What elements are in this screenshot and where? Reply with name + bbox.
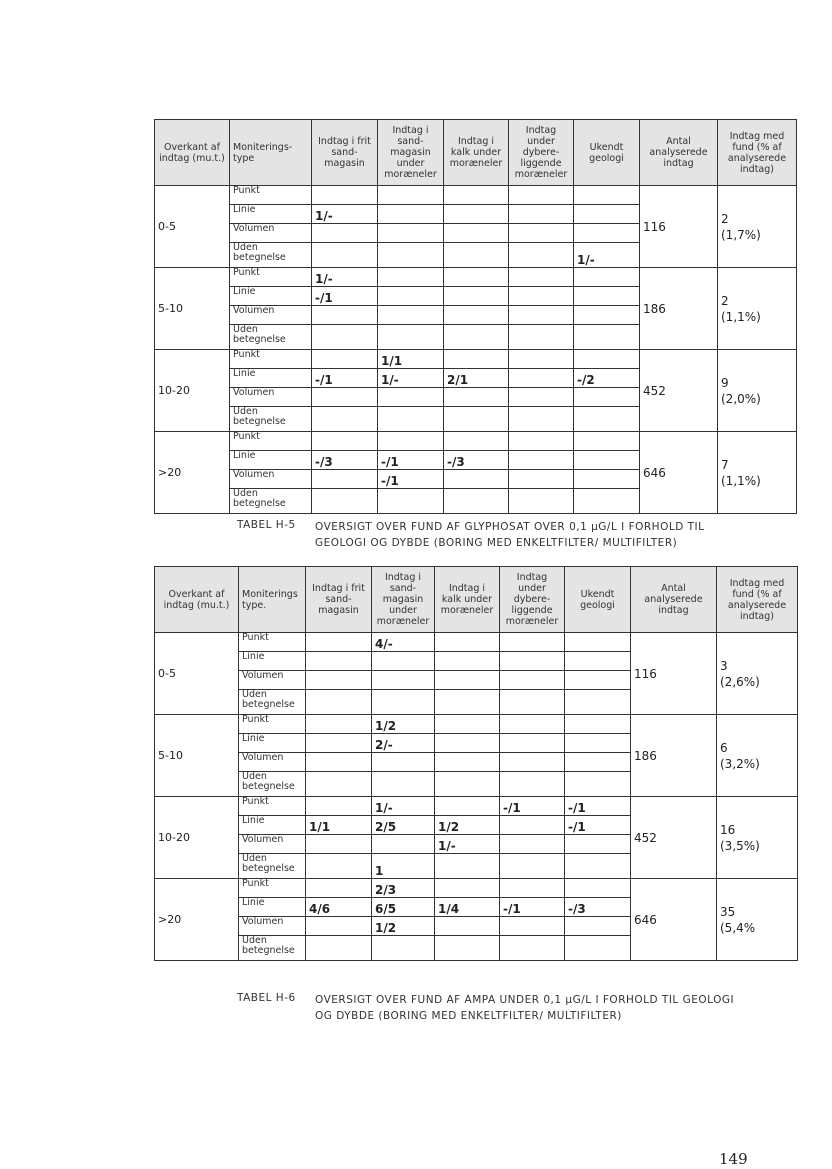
monitoring-type-cell: Volumen [230, 388, 312, 407]
finding-cell [509, 407, 574, 432]
finding-cell [306, 854, 372, 879]
analysed-count-cell: 116 [640, 186, 718, 268]
glyphosate-table [154, 119, 797, 514]
finding-cell [565, 854, 631, 879]
finding-cell: -/1 [500, 898, 565, 917]
monitoring-type-cell: Uden betegnelse [239, 772, 306, 797]
monitoring-type-cell: Volumen [230, 470, 312, 489]
finding-cell [372, 753, 435, 772]
depth-cell: >20 [155, 432, 230, 514]
finding-cell [574, 407, 640, 432]
finding-cell [574, 186, 640, 205]
column-header: Moniterings type. [239, 567, 306, 633]
finding-cell [378, 186, 444, 205]
monitoring-type-cell: Volumen [239, 835, 306, 854]
column-header: Overkant af indtag (mu.t.) [155, 567, 239, 633]
finding-cell [509, 451, 574, 470]
finding-cell [444, 489, 509, 514]
finding-cell [574, 224, 640, 243]
analysed-count-cell: 646 [640, 432, 718, 514]
finding-cell: -/1 [565, 816, 631, 835]
finding-cell: 1/2 [372, 917, 435, 936]
table-row [155, 797, 798, 816]
finding-cell [444, 432, 509, 451]
finding-cell: -/1 [312, 287, 378, 306]
column-header: Indtag med fund (% af analyserede indtag) [718, 120, 797, 186]
finding-cell [444, 388, 509, 407]
finding-cell [500, 835, 565, 854]
finding-cell [306, 797, 372, 816]
finding-cell [509, 432, 574, 451]
ampa-table [154, 566, 798, 961]
finding-cell [444, 224, 509, 243]
finding-cell [312, 432, 378, 451]
monitoring-type-cell: Uden betegnelse [239, 854, 306, 879]
finding-cell [378, 388, 444, 407]
table-row [155, 715, 798, 734]
finding-cell: -/1 [565, 797, 631, 816]
analysed-count-cell: 186 [640, 268, 718, 350]
finding-cell [312, 306, 378, 325]
monitoring-type-cell: Volumen [239, 917, 306, 936]
monitoring-type-cell: Linie [230, 205, 312, 224]
finding-cell [306, 633, 372, 652]
finding-cell: 2/- [372, 734, 435, 753]
finding-cell [372, 936, 435, 961]
finding-cell [565, 652, 631, 671]
finding-cell [500, 816, 565, 835]
finding-cell [574, 287, 640, 306]
table-row [155, 186, 797, 205]
finding-cell [306, 917, 372, 936]
depth-cell: 10-20 [155, 350, 230, 432]
found-count: 35 [720, 904, 736, 919]
finding-cell [500, 772, 565, 797]
monitoring-type-cell: Linie [230, 369, 312, 388]
finding-cell [435, 879, 500, 898]
finding-cell [372, 772, 435, 797]
finding-cell [509, 470, 574, 489]
column-header: Antal analyserede indtag [640, 120, 718, 186]
monitoring-type-cell: Uden betegnelse [230, 325, 312, 350]
monitoring-type-cell: Linie [239, 816, 306, 835]
finding-cell: 6/5 [372, 898, 435, 917]
column-header: Indtag under dybere-liggende moræneler [500, 567, 565, 633]
finding-cell [435, 917, 500, 936]
monitoring-type-cell: Volumen [230, 224, 312, 243]
depth-cell: >20 [155, 879, 239, 961]
finding-cell: -/3 [565, 898, 631, 917]
found-percent-cell [718, 186, 797, 268]
finding-cell [574, 489, 640, 514]
table-row [155, 350, 797, 369]
found-percent: (1,1%) [721, 473, 761, 488]
analysed-count-cell: 116 [631, 633, 717, 715]
finding-cell [312, 388, 378, 407]
finding-cell [444, 350, 509, 369]
column-header: Indtag i kalk under moræneler [435, 567, 500, 633]
finding-cell [500, 854, 565, 879]
finding-cell: -/1 [378, 451, 444, 470]
column-header: Indtag i kalk under moræneler [444, 120, 509, 186]
finding-cell [444, 306, 509, 325]
column-header: Overkant af indtag (mu.t.) [155, 120, 230, 186]
finding-cell: -/1 [500, 797, 565, 816]
finding-cell [500, 879, 565, 898]
finding-cell [500, 633, 565, 652]
finding-cell [306, 734, 372, 753]
finding-cell [435, 715, 500, 734]
found-percent-cell [717, 633, 798, 715]
table-row [155, 268, 797, 287]
column-header: Indtag i frit sand-magasin [306, 567, 372, 633]
finding-cell [444, 470, 509, 489]
monitoring-type-cell: Uden betegnelse [239, 690, 306, 715]
finding-cell [312, 470, 378, 489]
finding-cell [435, 753, 500, 772]
finding-cell [372, 690, 435, 715]
monitoring-type-cell: Volumen [230, 306, 312, 325]
finding-cell [312, 224, 378, 243]
caption-label: TABEL H-5 [237, 519, 296, 531]
finding-cell: -/3 [444, 451, 509, 470]
found-percent-cell [717, 879, 798, 961]
column-header: Indtag i sand-magasin under moræneler [378, 120, 444, 186]
monitoring-type-cell: Uden betegnelse [230, 243, 312, 268]
analysed-count-cell: 646 [631, 879, 717, 961]
finding-cell [444, 205, 509, 224]
finding-cell [306, 936, 372, 961]
finding-cell [500, 671, 565, 690]
finding-cell [378, 287, 444, 306]
finding-cell [306, 879, 372, 898]
depth-cell: 0-5 [155, 633, 239, 715]
column-header: Indtag med fund (% af analyserede indtag) [717, 567, 798, 633]
finding-cell [565, 835, 631, 854]
column-header: Moniterings-type [230, 120, 312, 186]
depth-cell: 10-20 [155, 797, 239, 879]
monitoring-type-cell: Volumen [239, 753, 306, 772]
finding-cell: 2/3 [372, 879, 435, 898]
finding-cell [574, 325, 640, 350]
finding-cell [565, 879, 631, 898]
finding-cell [378, 268, 444, 287]
finding-cell [435, 772, 500, 797]
finding-cell [378, 325, 444, 350]
finding-cell [444, 186, 509, 205]
finding-cell [565, 917, 631, 936]
monitoring-type-cell: Punkt [230, 268, 312, 287]
finding-cell [444, 268, 509, 287]
caption-text: OVERSIGT OVER FUND AF GLYPHOSAT OVER 0,1 μG/L I FORHOLD TIL GEOLOGI OG DYBDE (BORING MED ENKELTFILTER/ MULTIFILTER) [315, 521, 705, 549]
finding-cell [509, 489, 574, 514]
finding-cell [574, 388, 640, 407]
finding-cell [435, 854, 500, 879]
found-count: 6 [720, 740, 728, 755]
found-count: 2 [721, 293, 729, 308]
finding-cell: 1/4 [435, 898, 500, 917]
found-count: 2 [721, 211, 729, 226]
column-header: Indtag i frit sand-magasin [312, 120, 378, 186]
finding-cell [444, 243, 509, 268]
finding-cell: -/1 [378, 470, 444, 489]
finding-cell [306, 652, 372, 671]
monitoring-type-cell: Punkt [239, 633, 306, 652]
finding-cell [565, 936, 631, 961]
finding-cell [509, 388, 574, 407]
finding-cell [372, 671, 435, 690]
finding-cell [509, 350, 574, 369]
column-header: Ukendt geologi [565, 567, 631, 633]
found-percent: (2,0%) [721, 391, 761, 406]
finding-cell [312, 407, 378, 432]
finding-cell [509, 224, 574, 243]
finding-cell [500, 715, 565, 734]
finding-cell [306, 715, 372, 734]
found-percent: (3,5%) [720, 838, 760, 853]
finding-cell [306, 753, 372, 772]
finding-cell: 1 [372, 854, 435, 879]
found-percent-cell [718, 350, 797, 432]
depth-cell: 5-10 [155, 715, 239, 797]
finding-cell [500, 753, 565, 772]
monitoring-type-cell: Punkt [230, 432, 312, 451]
finding-cell [312, 186, 378, 205]
monitoring-type-cell: Linie [239, 898, 306, 917]
finding-cell [565, 753, 631, 772]
finding-cell [435, 633, 500, 652]
found-percent-cell [717, 715, 798, 797]
finding-cell [509, 205, 574, 224]
finding-cell [574, 205, 640, 224]
monitoring-type-cell: Linie [230, 451, 312, 470]
found-count: 9 [721, 375, 729, 390]
finding-cell [378, 224, 444, 243]
finding-cell [565, 690, 631, 715]
finding-cell [372, 652, 435, 671]
finding-cell [565, 715, 631, 734]
finding-cell [500, 734, 565, 753]
finding-cell [378, 432, 444, 451]
finding-cell: 4/6 [306, 898, 372, 917]
finding-cell: 1/- [378, 369, 444, 388]
page-number: 149 [719, 1150, 748, 1168]
caption-text: OVERSIGT OVER FUND AF AMPA UNDER 0,1 μG/L I FORHOLD TIL GEOLOGI OG DYBDE (BORING MED ENKELTFILTER/ MULTIFILTER) [315, 994, 735, 1022]
finding-cell [312, 243, 378, 268]
finding-cell [444, 325, 509, 350]
finding-cell: 1/1 [306, 816, 372, 835]
finding-cell [574, 470, 640, 489]
monitoring-type-cell: Punkt [230, 350, 312, 369]
finding-cell [509, 306, 574, 325]
finding-cell: 1/- [372, 797, 435, 816]
finding-cell [500, 690, 565, 715]
finding-cell [565, 734, 631, 753]
monitoring-type-cell: Linie [239, 652, 306, 671]
finding-cell [306, 772, 372, 797]
finding-cell [500, 652, 565, 671]
monitoring-type-cell: Punkt [239, 715, 306, 734]
finding-cell [565, 772, 631, 797]
found-percent: (3,2%) [720, 756, 760, 771]
finding-cell [435, 734, 500, 753]
found-count: 7 [721, 457, 729, 472]
finding-cell [378, 243, 444, 268]
monitoring-type-cell: Uden betegnelse [239, 936, 306, 961]
found-percent-cell [717, 797, 798, 879]
finding-cell [574, 268, 640, 287]
finding-cell: -/3 [312, 451, 378, 470]
finding-cell: 1/- [574, 243, 640, 268]
finding-cell [574, 451, 640, 470]
monitoring-type-cell: Uden betegnelse [230, 489, 312, 514]
finding-cell [312, 489, 378, 514]
finding-cell [509, 268, 574, 287]
finding-cell: 4/- [372, 633, 435, 652]
finding-cell: 2/1 [444, 369, 509, 388]
monitoring-type-cell: Linie [230, 287, 312, 306]
analysed-count-cell: 186 [631, 715, 717, 797]
finding-cell [312, 325, 378, 350]
finding-cell: 1/- [435, 835, 500, 854]
finding-cell [435, 690, 500, 715]
finding-cell [306, 671, 372, 690]
finding-cell [574, 432, 640, 451]
finding-cell [509, 186, 574, 205]
finding-cell [378, 407, 444, 432]
monitoring-type-cell: Punkt [230, 186, 312, 205]
monitoring-type-cell: Linie [239, 734, 306, 753]
finding-cell [565, 671, 631, 690]
finding-cell [444, 287, 509, 306]
finding-cell: 1/2 [435, 816, 500, 835]
column-header: Indtag i sand-magasin under moræneler [372, 567, 435, 633]
analysed-count-cell: 452 [631, 797, 717, 879]
finding-cell [574, 306, 640, 325]
finding-cell [574, 350, 640, 369]
monitoring-type-cell: Volumen [239, 671, 306, 690]
finding-cell [565, 633, 631, 652]
monitoring-type-cell: Punkt [239, 797, 306, 816]
monitoring-type-cell: Punkt [239, 879, 306, 898]
table-row [155, 633, 798, 652]
finding-cell [435, 797, 500, 816]
finding-cell [435, 671, 500, 690]
finding-cell [306, 690, 372, 715]
column-header: Indtag under dybere-liggende moræneler [509, 120, 574, 186]
finding-cell: 1/- [312, 205, 378, 224]
finding-cell [372, 835, 435, 854]
finding-cell [509, 287, 574, 306]
found-percent-cell [718, 432, 797, 514]
found-percent: (1,1%) [721, 309, 761, 324]
found-percent: (1,7%) [721, 227, 761, 242]
finding-cell [306, 835, 372, 854]
column-header: Antal analyserede indtag [631, 567, 717, 633]
finding-cell: 1/1 [378, 350, 444, 369]
found-percent: (5,4% [720, 920, 756, 935]
finding-cell: -/2 [574, 369, 640, 388]
finding-cell [509, 243, 574, 268]
found-count: 3 [720, 658, 728, 673]
finding-cell [500, 917, 565, 936]
finding-cell: 1/- [312, 268, 378, 287]
finding-cell [435, 652, 500, 671]
finding-cell [509, 325, 574, 350]
column-header: Ukendt geologi [574, 120, 640, 186]
table-row [155, 432, 797, 451]
finding-cell [500, 936, 565, 961]
depth-cell: 5-10 [155, 268, 230, 350]
finding-cell [312, 350, 378, 369]
finding-cell [509, 369, 574, 388]
depth-cell: 0-5 [155, 186, 230, 268]
found-percent: (2,6%) [720, 674, 760, 689]
analysed-count-cell: 452 [640, 350, 718, 432]
finding-cell [435, 936, 500, 961]
monitoring-type-cell: Uden betegnelse [230, 407, 312, 432]
caption-label: TABEL H-6 [237, 992, 296, 1004]
finding-cell [378, 306, 444, 325]
finding-cell [378, 489, 444, 514]
finding-cell [444, 407, 509, 432]
found-percent-cell [718, 268, 797, 350]
finding-cell: -/1 [312, 369, 378, 388]
found-count: 16 [720, 822, 736, 837]
finding-cell: 1/2 [372, 715, 435, 734]
finding-cell: 2/5 [372, 816, 435, 835]
table-row [155, 879, 798, 898]
finding-cell [378, 205, 444, 224]
